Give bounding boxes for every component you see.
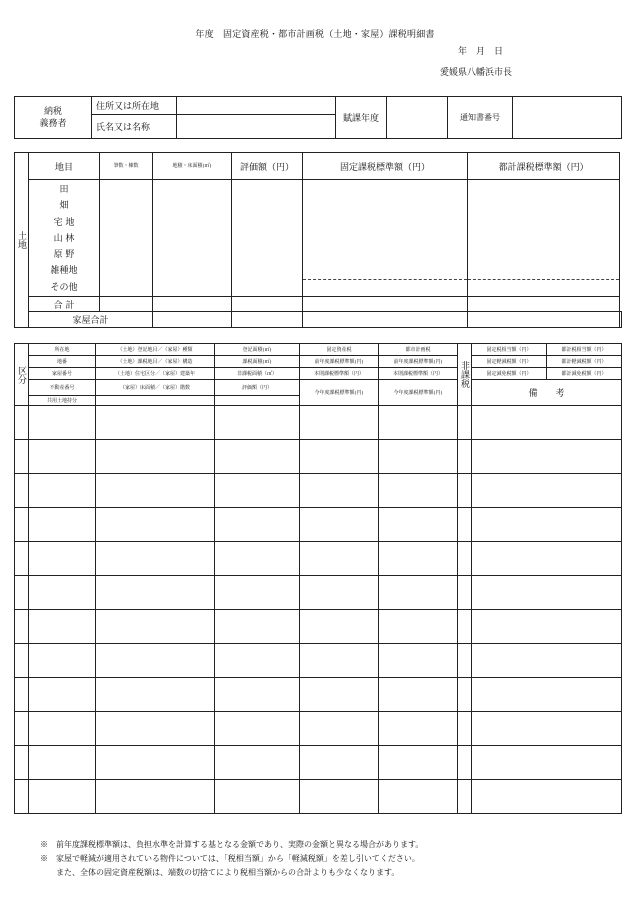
col-shared-land: 共用土地持分: [29, 396, 96, 406]
tax-year-label: 賦課年度: [336, 97, 387, 139]
col-fixed-tax: 固定資産税: [300, 344, 379, 356]
col-fixed-equiv: 固定税相当額（円）: [472, 344, 547, 356]
col-realestate-no: 不動産番号: [29, 380, 96, 396]
col-city-reduce: 都計軽減税額（円）: [547, 356, 622, 368]
land-category-list: [29, 180, 100, 297]
issuer-name: 愛媛県八幡浜市長: [440, 68, 513, 78]
header-count: 筆数・棟数: [100, 153, 153, 180]
header-chimoku: 地目: [29, 153, 100, 180]
note-2: ※ 家屋で軽減が適用されている物件については、「税相当額」から「軽減税額」を差し引いてください。: [40, 854, 420, 863]
name-label: 氏名又は名称: [92, 115, 177, 139]
col-nontax-area: 非課税面積（㎡）: [215, 368, 300, 380]
tax-year-value: [387, 97, 448, 139]
col-house-no: 家屋番号: [29, 368, 96, 380]
notice-number-label: 通知書番号: [448, 97, 513, 139]
col-city-equiv: 都計税相当額（円）: [547, 344, 622, 356]
taxpayer-table: [14, 96, 622, 139]
summary-table: [14, 152, 622, 328]
detail-row: [15, 780, 622, 814]
issue-date: 年 月 日: [458, 47, 504, 57]
detail-row: [15, 610, 622, 644]
detail-row: [15, 746, 622, 780]
col-location: 所在地: [29, 344, 96, 356]
header-city-base: 都計課税標準額（円）: [468, 153, 620, 180]
notice-number-value: [513, 97, 622, 139]
col-city-tax: 都市計画税: [379, 344, 458, 356]
category-misc: 雑種地: [50, 266, 78, 277]
category-wilderness: 原 野: [53, 250, 75, 261]
section-label: 区分: [15, 344, 29, 406]
note-3: また、全体の固定資産税額は、端数の切捨てにより税相当額からの合計よりも少なくなります。: [40, 868, 400, 877]
col-registered-type: （土地）登記地目／（家屋）種類: [96, 344, 215, 356]
col-city-exempt: 都計減免税額（円）: [547, 368, 622, 380]
detail-row: [15, 712, 622, 746]
category-other: その他: [50, 282, 78, 293]
detail-row: [15, 542, 622, 576]
col-city-prev: 前年度課税標準額(円): [379, 356, 458, 368]
col-floor-area: （家屋）床面積／（家屋）階数: [96, 380, 215, 396]
category-field: 畑: [59, 201, 69, 212]
col-fixed-current: 今年度課税標準額(円): [300, 380, 379, 406]
header-fixed-base: 固定課税標準額（円）: [303, 153, 468, 180]
footnotes: [40, 838, 423, 880]
nontax-label: 非課税: [458, 344, 472, 406]
detail-row: [15, 474, 622, 508]
detail-row: [15, 406, 622, 440]
category-residential: 宅 地: [53, 217, 75, 228]
detail-row: [15, 508, 622, 542]
col-fixed-prev: 前年度課税標準額(円): [300, 356, 379, 368]
land-label: 土地: [15, 153, 29, 328]
col-fixed-standard: 本則課税標準額（円）: [300, 368, 379, 380]
address-label: 住所又は所在地: [92, 97, 177, 115]
detail-table: [14, 343, 622, 814]
col-fixed-reduce: 固定軽減税額（円）: [472, 356, 547, 368]
category-rice: 田: [59, 185, 69, 195]
document-title: 年度 固定資産税・都市計画税（土地・家屋）課税明細書: [195, 30, 435, 40]
col-housing-class: （土地）住宅区分／（家屋）建築年: [96, 368, 215, 380]
category-forest: 山 林: [53, 233, 75, 244]
col-tax-area: 課税面積(㎡): [215, 356, 300, 368]
col-lot: 地番: [29, 356, 96, 368]
detail-row: [15, 678, 622, 712]
note-1: ※ 前年度課税標準額は、負担水準を計算する基となる金額であり、実際の金額と異なる場合があります。: [40, 840, 424, 849]
header-valuation: 評価額（円）: [232, 153, 303, 180]
detail-row: [15, 440, 622, 474]
remarks-label: 備 考: [472, 380, 622, 406]
house-total-label: 家屋合計: [29, 312, 153, 328]
col-registered-area: 登記面積(㎡): [215, 344, 300, 356]
detail-row: [15, 644, 622, 678]
header-area: 地積・床面積(㎡): [153, 153, 232, 180]
total-label: 合 計: [29, 297, 100, 312]
detail-row: [15, 576, 622, 610]
col-fixed-exempt: 固定減免税額（円）: [472, 368, 547, 380]
address-value: [177, 97, 336, 115]
name-value: [177, 115, 336, 139]
col-city-standard: 本則課税標準額（円）: [379, 368, 458, 380]
col-valuation: 評価額（円）: [215, 380, 300, 396]
col-city-current: 今年度課税標準額(円): [379, 380, 458, 406]
col-tax-type: （土地）課税地目／（家屋）構造: [96, 356, 215, 368]
taxpayer-label: 納税 義務者: [15, 97, 92, 139]
